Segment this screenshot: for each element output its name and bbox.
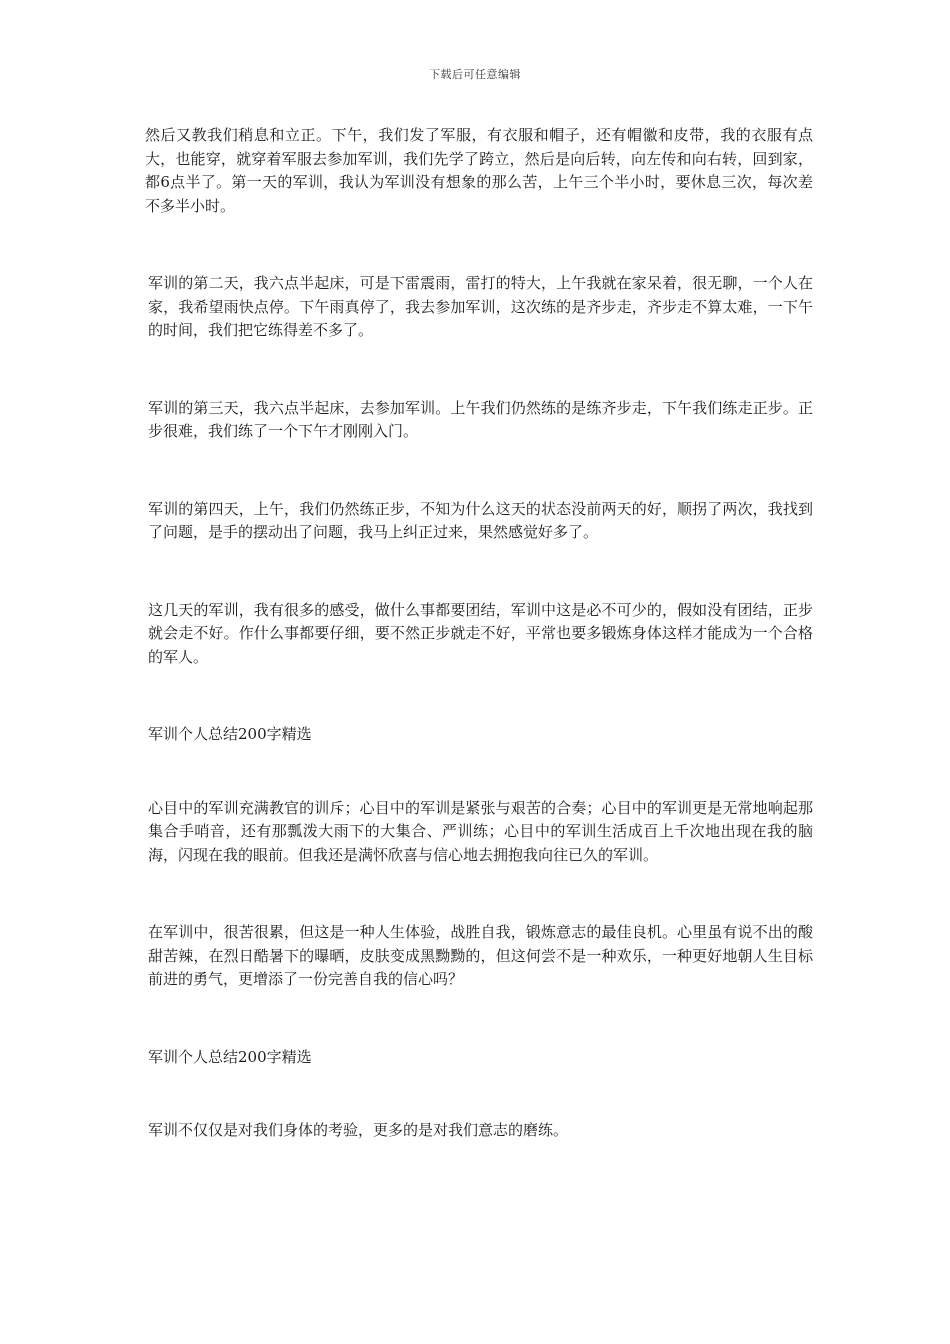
paragraph: 军训的第四天，上午，我们仍然练正步，不知为什么这天的状态没前两天的好，顺拐了两次，我找到了问题，是手的摆动出了问题，我马上纠正过来，果然感觉好多了。 bbox=[148, 499, 813, 541]
paragraph: 军训的第二天，我六点半起床，可是下雷震雨，雷打的特大，上午我就在家呆着，很无聊，一个人在家，我希望雨快点停。下午雨真停了，我去参加军训，这次练的是齐步走，齐步走不算太难，一下午的时间，我们把它练得差不多了。 bbox=[148, 274, 813, 339]
paragraph: 这几天的军训，我有很多的感受，做什么事都要团结，军训中这是必不可少的，假如没有团结，正步就会走不好。作什么事都要仔细，要不然正步就走不好，平常也要多锻炼身体这样才能成为一个合格的军人。 bbox=[148, 600, 813, 666]
paragraph: 在军训中，很苦很累，但这是一种人生体验，战胜自我，锻炼意志的最佳良机。心里虽有说不出的酸甜苦辣，在烈日酷暑下的曝晒，皮肤变成黑黝黝的，但这何尝不是一种欢乐，一种更好地朝人生目标前进的勇气，更增添了一份完善自我的信心吗？ bbox=[148, 923, 813, 988]
paragraph: 然后又教我们稍息和立正。下午，我们发了军服，有衣服和帽子，还有帽徽和皮带，我的衣服有点大，也能穿，就穿着军服去参加军训，我们先学了跨立，然后是向后转，向左传和向右转，回到家，都6点半了。第一天的军训，我认为军训没有想象的那么苦，上午三个半小时，要休息三次，每次差不多半小时。 bbox=[145, 126, 813, 215]
section-heading: 军训个人总结200字精选 bbox=[148, 725, 312, 743]
paragraph: 军训不仅仅是对我们身体的考验，更多的是对我们意志的磨练。 bbox=[148, 1121, 569, 1139]
paragraph: 军训的第三天，我六点半起床，去参加军训。上午我们仍然练的是练齐步走，下午我们练走正步。正步很难，我们练了一个下午才刚刚入门。 bbox=[148, 398, 813, 440]
section-heading: 军训个人总结200字精选 bbox=[148, 1047, 312, 1066]
paragraph: 心目中的军训充满教官的训斥；心目中的军训是紧张与艰苦的合奏；心目中的军训更是无常地响起那集合手哨音，还有那瓢泼大雨下的大集合、严训练；心目中的军训生活成百上千次地出现在我的脑海，闪现在我的眼前。但我还是满怀欣喜与信心地去拥抱我向往已久的军训。 bbox=[148, 798, 813, 864]
page-header: 下载后可任意编辑 bbox=[429, 68, 521, 81]
document-body bbox=[145, 124, 813, 1197]
